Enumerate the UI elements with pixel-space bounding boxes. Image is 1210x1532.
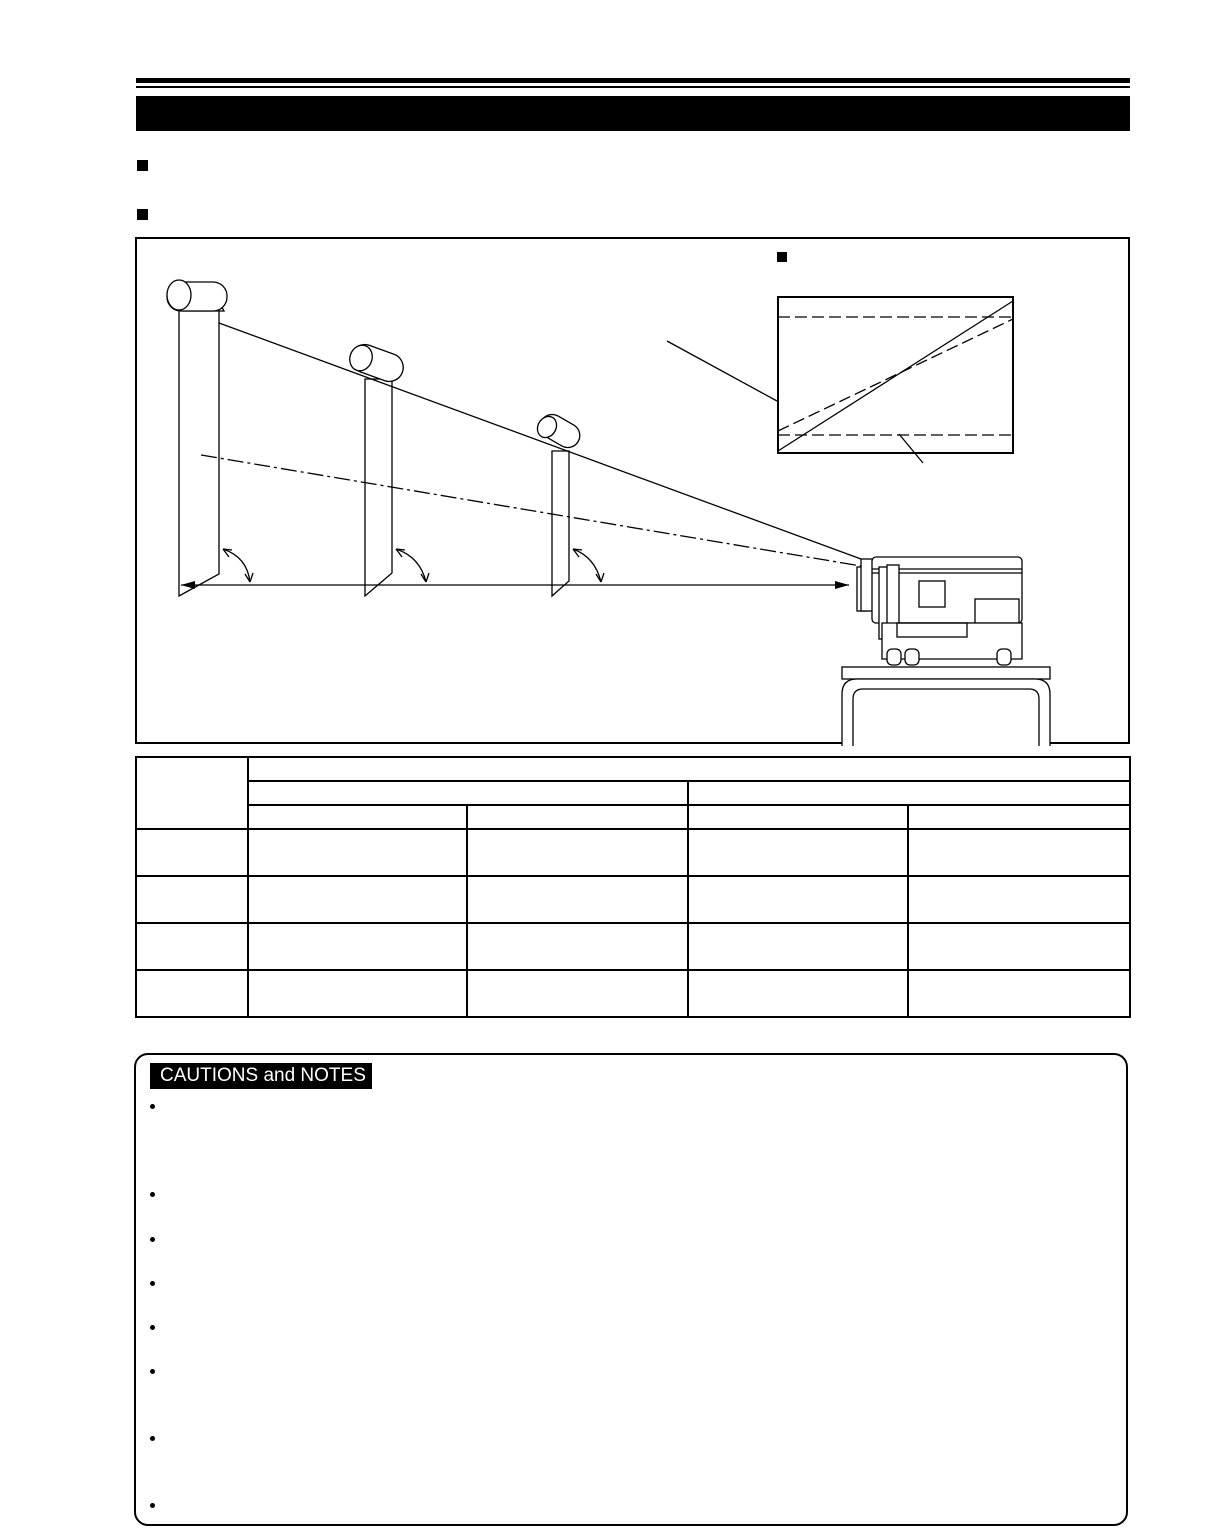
section-bullet-1: [137, 160, 148, 171]
table-cell: [248, 829, 467, 876]
note-bullet: [150, 1369, 155, 1374]
note-bullet: [150, 1237, 155, 1242]
table-cell: [248, 970, 467, 1017]
table-cell: [136, 829, 248, 876]
table-cell: [136, 923, 248, 970]
projector-stand: [842, 667, 1050, 746]
screen-large: [167, 280, 227, 596]
projection-diagram: [135, 237, 1130, 744]
table-group-header: [248, 757, 1130, 781]
screen-medium: [346, 341, 407, 596]
note-bullet: [150, 1281, 155, 1286]
inset-picture: [778, 297, 1013, 463]
table-cell: [688, 970, 908, 1017]
table-cell: [688, 876, 908, 923]
table-cell: [467, 970, 688, 1017]
table-cell: [688, 829, 908, 876]
table-cell: [467, 876, 688, 923]
note-bullet: [150, 1192, 155, 1197]
header-rule-thin: [136, 86, 1130, 88]
note-bullet: [150, 1503, 155, 1508]
table-sub-header: [688, 781, 1130, 805]
header-rule-thick: [136, 78, 1130, 83]
spec-table: [135, 756, 1131, 1018]
table-cell: [136, 876, 248, 923]
table-column-header: [908, 805, 1130, 829]
table-sub-header: [248, 781, 688, 805]
table-row: [136, 923, 1130, 970]
table-cell: [908, 970, 1130, 1017]
page-title-bar: [136, 96, 1130, 131]
table-cell: [248, 923, 467, 970]
table-column-header: [688, 805, 908, 829]
table-cell: [908, 876, 1130, 923]
table-cell: [467, 829, 688, 876]
table-row: [136, 876, 1130, 923]
cautions-box: [134, 1053, 1128, 1526]
cautions-label: CAUTIONS and NOTES: [150, 1063, 372, 1089]
note-bullet: [150, 1436, 155, 1441]
table-column-header: [467, 805, 688, 829]
table-cell: [136, 970, 248, 1017]
table-cell: [467, 923, 688, 970]
table-row: [136, 970, 1130, 1017]
table-cell: [908, 923, 1130, 970]
table-cell: [248, 876, 467, 923]
section-bullet-2: [137, 209, 148, 220]
table-row: [136, 829, 1130, 876]
table-corner-cell: [136, 757, 248, 829]
table-column-header: [248, 805, 467, 829]
note-bullet: [150, 1325, 155, 1330]
table-cell: [908, 829, 1130, 876]
projector: [857, 557, 1022, 665]
note-bullet: [150, 1104, 155, 1109]
table-cell: [688, 923, 908, 970]
screen-small: [534, 410, 584, 596]
